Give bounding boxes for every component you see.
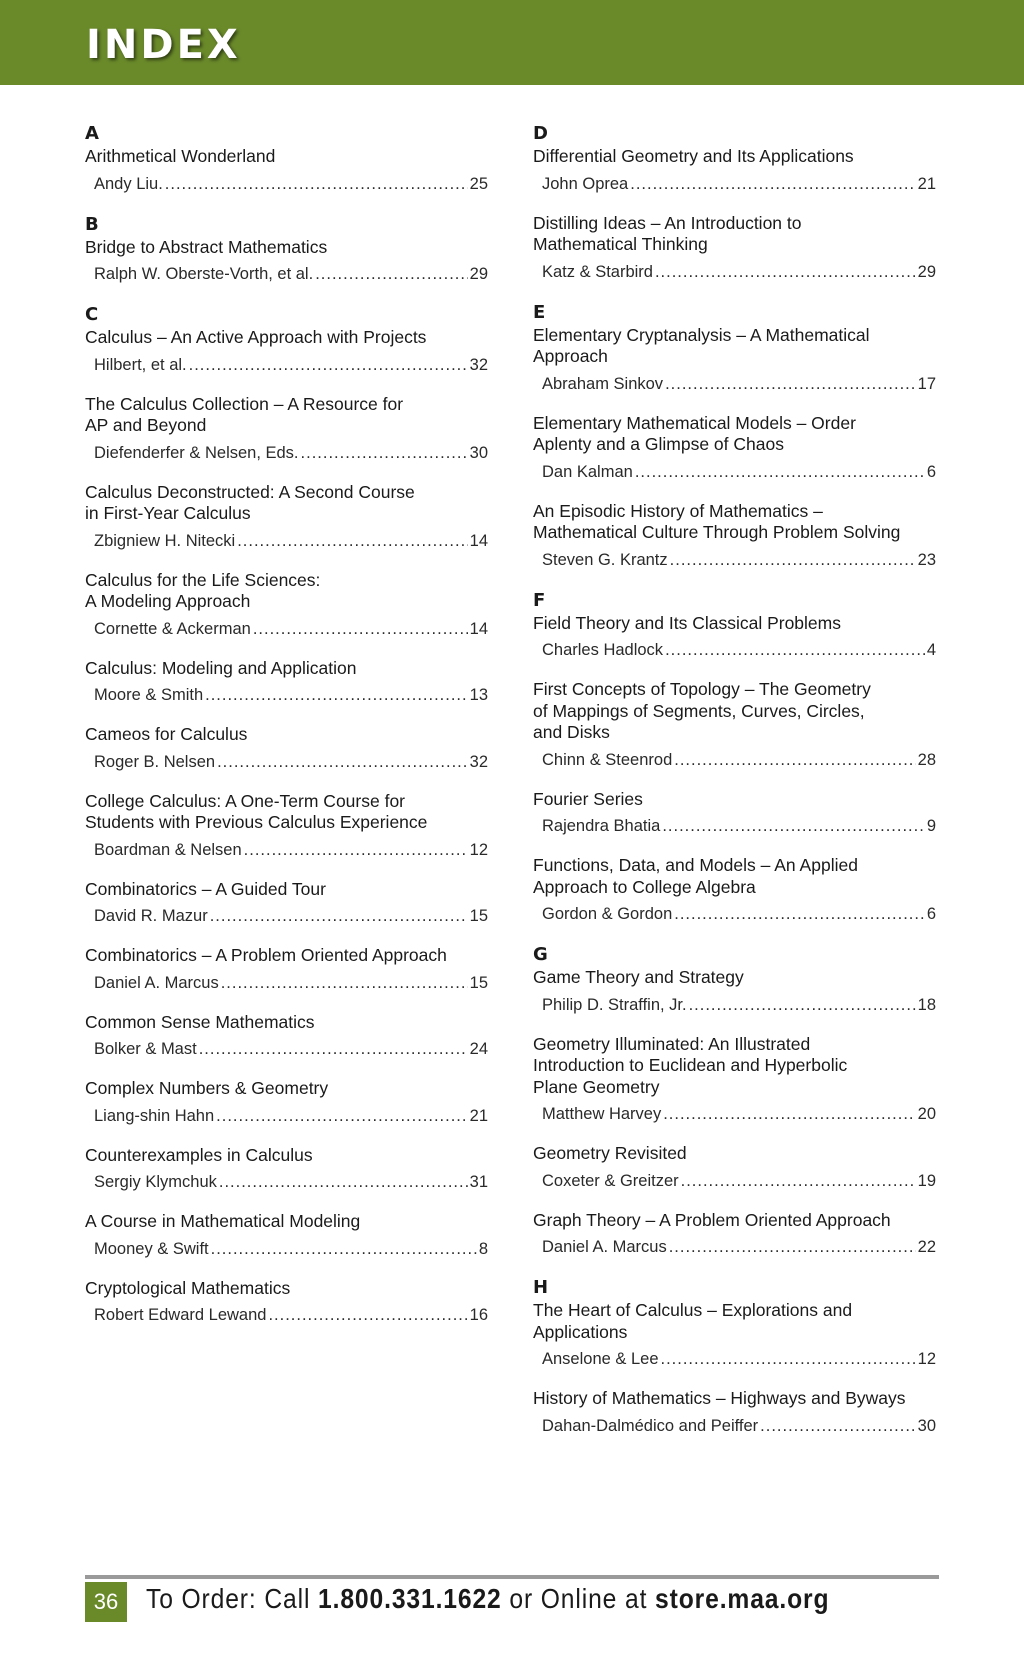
order-phone[interactable]: 1.800.331.1622: [318, 1583, 502, 1614]
entry-title: Combinatorics – A Problem Oriented Approach: [85, 945, 447, 965]
index-entry: [85, 724, 488, 773]
entry-page-number: 28: [917, 750, 936, 769]
entry-title: History of Mathematics – Highways and Byways: [533, 1388, 906, 1408]
entry-author-row: [85, 1171, 488, 1193]
index-entry: [533, 146, 936, 195]
entry-author: Daniel A. Marcus: [94, 973, 219, 992]
index-section-d: [533, 124, 936, 283]
entry-page-number: 32: [469, 355, 488, 374]
dot-leader: [301, 442, 468, 464]
entry-author-row: [533, 1236, 936, 1258]
entry-title: First Concepts of Topology – The Geometry of Mappings of Segments, Curves, Circles, and Disks: [533, 679, 871, 742]
entry-author: Hilbert, et al.: [94, 355, 187, 374]
entry-author-row: [533, 373, 936, 395]
entry-title: Functions, Data, and Models – An Applied Approach to College Algebra: [533, 855, 858, 897]
entry-page-number: 31: [469, 1173, 488, 1191]
entry-title: Differential Geometry and Its Applications: [533, 146, 854, 166]
entry-author: Mooney & Swift: [94, 1239, 209, 1258]
entry-title: Cameos for Calculus: [85, 724, 248, 744]
dot-leader: [630, 173, 915, 195]
index-entry: [533, 1034, 936, 1126]
section-letter: H: [533, 1277, 549, 1298]
entry-author-row: [533, 1415, 936, 1437]
entry-author: Chinn & Steenrod: [542, 750, 673, 769]
dot-leader: [689, 994, 916, 1016]
index-entry: [85, 1211, 488, 1260]
index-entry: [85, 1012, 488, 1061]
dot-leader: [661, 1348, 916, 1370]
entry-title: Bridge to Abstract Mathematics: [85, 236, 328, 257]
entry-author-row: [533, 261, 936, 283]
dot-leader: [205, 684, 468, 706]
entry-author-row: [85, 1038, 488, 1060]
entry-page-number: 20: [917, 1105, 936, 1123]
entry-author-row: [85, 751, 488, 773]
entry-author: Cornette & Ackerman: [94, 619, 251, 638]
entry-title: An Episodic History of Mathematics – Mathematical Culture Through Problem Solving: [533, 500, 901, 542]
order-website-link[interactable]: store.maa.org: [655, 1583, 830, 1614]
entry-page-number: 14: [469, 531, 488, 550]
dot-leader: [211, 1238, 477, 1260]
index-section-f: [533, 591, 936, 926]
index-entry: [533, 1388, 936, 1437]
index-entry: [85, 1278, 488, 1327]
entry-page-number: 32: [469, 752, 488, 771]
dot-leader: [237, 530, 467, 552]
entry-author: Anselone & Lee: [542, 1350, 659, 1368]
entry-page-number: 29: [917, 262, 936, 281]
entry-page-number: 18: [917, 995, 936, 1014]
entry-author: Roger B. Nelsen: [94, 752, 216, 771]
entry-title: Counterexamples in Calculus: [85, 1144, 313, 1165]
entry-author: Liang-shin Hahn: [94, 1106, 215, 1125]
entry-author-row: [85, 1238, 488, 1260]
entry-title: Elementary Cryptanalysis – A Mathematical Approach: [533, 324, 870, 366]
entry-title: Field Theory and Its Classical Problems: [533, 612, 841, 633]
dot-leader: [221, 972, 468, 994]
entry-page-number: 25: [469, 174, 488, 193]
section-letter: C: [85, 304, 99, 325]
dot-leader: [663, 1103, 915, 1125]
index-entry: [533, 413, 936, 483]
entry-title: College Calculus: A One-Term Course for Students with Previous Calculus Experience: [85, 790, 428, 832]
entry-page-number: 14: [469, 619, 488, 638]
entry-author-row: [533, 815, 936, 837]
index-entry: [533, 613, 936, 662]
dot-leader: [244, 839, 468, 861]
entry-title: Calculus: Modeling and Application: [85, 657, 357, 678]
entry-author: Dan Kalman: [542, 462, 633, 481]
entry-title: Geometry Illuminated: An Illustrated Introduction to Euclidean and Hyperbolic Plane Geometry: [533, 1033, 848, 1097]
dot-leader: [217, 751, 468, 773]
index-section-a: [85, 124, 488, 195]
order-prefix: To Order: Call: [146, 1583, 319, 1614]
entry-author: Robert Edward Lewand: [94, 1306, 267, 1324]
entry-page-number: 19: [917, 1171, 936, 1190]
index-entry: [85, 146, 488, 195]
entry-author: David R. Mazur: [94, 907, 208, 925]
entry-author: Moore & Smith: [94, 686, 204, 704]
dot-leader: [635, 461, 925, 483]
index-entry: [85, 570, 488, 640]
index-entry: [85, 482, 488, 552]
entry-author-row: [85, 354, 488, 376]
index-section-g: [533, 945, 936, 1258]
dot-leader: [681, 1170, 916, 1192]
dot-leader: [219, 1171, 468, 1193]
entry-author-row: [533, 549, 936, 571]
entry-page-number: 9: [926, 817, 936, 835]
index-entry: [533, 501, 936, 571]
index-entry: [533, 1210, 936, 1259]
section-letter: F: [533, 589, 546, 611]
entry-author: Abraham Sinkov: [542, 374, 664, 393]
section-letter: G: [533, 944, 548, 965]
entry-author-row: [533, 173, 936, 195]
entry-author-row: [533, 1103, 936, 1125]
index-entry: [533, 325, 936, 395]
entry-author-row: [533, 1170, 936, 1192]
entry-author-row: [85, 1105, 488, 1127]
entry-author-row: [85, 972, 488, 994]
section-letter: D: [533, 123, 548, 144]
index-entry: [533, 213, 936, 283]
index-entry: [533, 789, 936, 838]
dot-leader: [665, 373, 916, 395]
entry-title: Fourier Series: [533, 788, 643, 809]
entry-author: John Oprea: [542, 174, 629, 193]
entry-author-row: [85, 530, 488, 552]
entry-author-row: [85, 618, 488, 640]
entry-author-row: [533, 1348, 936, 1370]
entry-page-number: 12: [917, 1350, 936, 1368]
entry-page-number: 6: [926, 462, 936, 481]
index-section-e: [533, 303, 936, 571]
entry-title: Calculus Deconstructed: A Second Course in First-Year Calculus: [85, 481, 415, 523]
entry-author: Zbigniew H. Nitecki: [94, 531, 236, 550]
entry-author: Rajendra Bhatia: [542, 817, 661, 835]
entry-author: Steven G. Krantz: [542, 550, 668, 569]
entry-title: Graph Theory – A Problem Oriented Approach: [533, 1209, 891, 1230]
dot-leader: [669, 1236, 916, 1258]
entry-author-row: [533, 639, 936, 661]
entry-author: Dahan-Dalmédico and Peiffer: [542, 1416, 759, 1435]
entry-author: Philip D. Straffin, Jr.: [542, 995, 687, 1014]
entry-title: Cryptological Mathematics: [85, 1277, 291, 1298]
entry-page-number: 12: [469, 840, 488, 859]
dot-leader: [165, 173, 468, 195]
page-number: 36: [85, 1582, 127, 1622]
section-letter: B: [85, 213, 99, 235]
entry-page-number: 17: [917, 374, 936, 393]
index-header: [0, 0, 1024, 85]
index-section-b: [85, 215, 488, 286]
entry-author-row: [85, 684, 488, 706]
order-info: [146, 1583, 829, 1615]
entry-page-number: 13: [469, 686, 488, 704]
entry-title: Arithmetical Wonderland: [85, 146, 276, 166]
index-entry: [85, 658, 488, 707]
dot-leader: [216, 1105, 467, 1127]
index-entry: [85, 327, 488, 376]
entry-author: Gordon & Gordon: [542, 905, 673, 923]
entry-page-number: 22: [917, 1238, 936, 1256]
entry-page-number: 15: [469, 907, 488, 925]
index-entry: [85, 879, 488, 928]
entry-title: Calculus – An Active Approach with Projects: [85, 327, 427, 347]
entry-title: Distilling Ideas – An Introduction to Mathematical Thinking: [533, 212, 802, 254]
entry-author: Diefenderfer & Nelsen, Eds.: [94, 443, 299, 462]
entry-author-row: [85, 173, 488, 195]
entry-author: Katz & Starbird: [542, 262, 653, 281]
footer-divider: [85, 1575, 939, 1579]
index-entry: [533, 1143, 936, 1192]
dot-leader: [674, 903, 925, 925]
entry-author-row: [533, 994, 936, 1016]
entry-page-number: 29: [469, 265, 488, 283]
dot-leader: [253, 618, 468, 640]
entry-author: Coxeter & Greitzer: [542, 1171, 679, 1190]
entry-title: Complex Numbers & Geometry: [85, 1078, 329, 1098]
entry-author-row: [85, 839, 488, 861]
entry-author-row: [533, 749, 936, 771]
dot-leader: [655, 261, 916, 283]
dot-leader: [189, 354, 468, 376]
entry-page-number: 8: [478, 1239, 488, 1258]
dot-leader: [760, 1415, 915, 1437]
entry-author-row: [85, 442, 488, 464]
dot-leader: [315, 263, 467, 285]
entry-title: Game Theory and Strategy: [533, 967, 744, 987]
entry-author: Ralph W. Oberste-Vorth, et al.: [94, 265, 314, 283]
page-title: INDEX: [86, 22, 241, 68]
index-column-left: [85, 124, 488, 1346]
entry-author: Matthew Harvey: [542, 1105, 662, 1123]
entry-page-number: 6: [926, 905, 936, 923]
entry-page-number: 16: [469, 1306, 488, 1324]
index-entry: [85, 1145, 488, 1194]
section-letter: E: [533, 301, 546, 323]
entry-page-number: 30: [469, 443, 488, 462]
entry-title: Combinatorics – A Guided Tour: [85, 878, 326, 899]
entry-page-number: 30: [917, 1416, 936, 1435]
index-entry: [533, 679, 936, 771]
entry-author: Charles Hadlock: [542, 641, 664, 659]
entry-page-number: 21: [469, 1106, 488, 1125]
entry-page-number: 24: [469, 1040, 488, 1058]
entry-author: Boardman & Nelsen: [94, 840, 242, 859]
dot-leader: [665, 639, 925, 661]
index-entry: [85, 237, 488, 286]
index-entry: [85, 394, 488, 464]
entry-title: Calculus for the Life Sciences: A Modeling Approach: [85, 569, 321, 611]
dot-leader: [670, 549, 916, 571]
index-column-right: [533, 124, 936, 1457]
entry-author-row: [85, 263, 488, 285]
entry-title: Geometry Revisited: [533, 1143, 687, 1163]
entry-title: Elementary Mathematical Models – Order Aplenty and a Glimpse of Chaos: [533, 412, 856, 454]
index-entry: [85, 791, 488, 861]
entry-page-number: 21: [917, 174, 936, 193]
index-section-h: [533, 1278, 936, 1437]
entry-author: Bolker & Mast: [94, 1040, 197, 1058]
dot-leader: [199, 1038, 468, 1060]
entry-author-row: [533, 903, 936, 925]
entry-author-row: [85, 905, 488, 927]
index-entry: [533, 855, 936, 925]
index-section-c: [85, 305, 488, 1326]
entry-author: Sergiy Klymchuk: [94, 1173, 217, 1191]
order-middle: or Online at: [501, 1583, 656, 1614]
index-entry: [533, 1300, 936, 1370]
entry-page-number: 23: [917, 550, 936, 569]
index-entry: [533, 967, 936, 1016]
dot-leader: [268, 1304, 467, 1326]
entry-title: The Heart of Calculus – Explorations and Applications: [533, 1300, 853, 1342]
entry-title: The Calculus Collection – A Resource for AP and Beyond: [85, 393, 404, 435]
index-entry: [85, 1078, 488, 1127]
dot-leader: [662, 815, 924, 837]
section-letter: A: [85, 123, 99, 144]
entry-page-number: 15: [469, 973, 488, 992]
entry-title: A Course in Mathematical Modeling: [85, 1211, 361, 1231]
entry-author-row: [85, 1304, 488, 1326]
index-entry: [85, 945, 488, 994]
entry-author: Daniel A. Marcus: [542, 1238, 667, 1256]
dot-leader: [674, 749, 915, 771]
entry-author-row: [533, 461, 936, 483]
dot-leader: [210, 905, 468, 927]
entry-page-number: 4: [926, 641, 936, 659]
entry-title: Common Sense Mathematics: [85, 1011, 315, 1032]
entry-author: Andy Liu.: [94, 174, 163, 193]
